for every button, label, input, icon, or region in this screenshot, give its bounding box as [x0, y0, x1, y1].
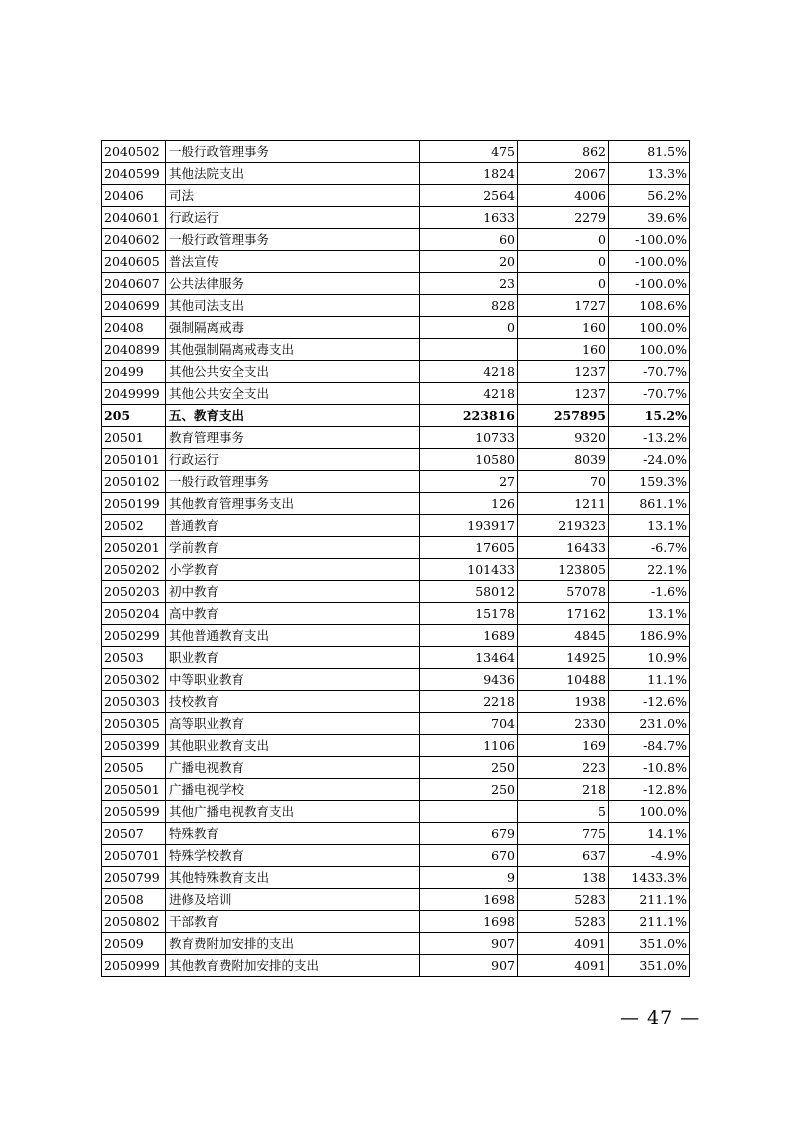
row-name-cell: 行政运行 — [166, 207, 420, 229]
row-change-pct-cell: -10.8% — [609, 757, 690, 779]
row-value-prev-cell: 126 — [420, 493, 518, 515]
row-value-curr-cell: 637 — [518, 845, 609, 867]
row-change-pct-cell: -6.7% — [609, 537, 690, 559]
table-row — [102, 779, 690, 801]
row-change-pct-cell: -24.0% — [609, 449, 690, 471]
row-name-cell: 高等职业教育 — [166, 713, 420, 735]
row-value-prev-cell: 2218 — [420, 691, 518, 713]
row-change-pct-cell: -100.0% — [609, 229, 690, 251]
row-name-cell: 特殊教育 — [166, 823, 420, 845]
row-code-cell: 2049999 — [102, 383, 166, 405]
row-name-cell: 教育管理事务 — [166, 427, 420, 449]
row-value-prev-cell: 58012 — [420, 581, 518, 603]
table-row — [102, 339, 690, 361]
row-value-prev-cell: 10580 — [420, 449, 518, 471]
table-body — [102, 141, 690, 977]
row-value-curr-cell: 2279 — [518, 207, 609, 229]
row-name-cell: 广播电视学校 — [166, 779, 420, 801]
row-name-cell: 其他公共安全支出 — [166, 361, 420, 383]
row-change-pct-cell: -70.7% — [609, 383, 690, 405]
row-value-curr-cell: 17162 — [518, 603, 609, 625]
budget-table — [101, 140, 690, 977]
row-value-curr-cell: 1237 — [518, 361, 609, 383]
row-code-cell: 20501 — [102, 427, 166, 449]
row-value-curr-cell: 57078 — [518, 581, 609, 603]
row-code-cell: 20509 — [102, 933, 166, 955]
row-change-pct-cell: 14.1% — [609, 823, 690, 845]
row-name-cell: 高中教育 — [166, 603, 420, 625]
row-code-cell: 2040599 — [102, 163, 166, 185]
row-code-cell: 2050203 — [102, 581, 166, 603]
row-name-cell: 技校教育 — [166, 691, 420, 713]
row-code-cell: 2040605 — [102, 251, 166, 273]
row-change-pct-cell: 81.5% — [609, 141, 690, 163]
row-name-cell: 普法宣传 — [166, 251, 420, 273]
row-value-curr-cell: 4006 — [518, 185, 609, 207]
row-change-pct-cell: 108.6% — [609, 295, 690, 317]
row-change-pct-cell: -100.0% — [609, 251, 690, 273]
row-change-pct-cell: 100.0% — [609, 339, 690, 361]
row-name-cell: 其他公共安全支出 — [166, 383, 420, 405]
row-name-cell: 初中教育 — [166, 581, 420, 603]
row-name-cell: 普通教育 — [166, 515, 420, 537]
row-value-prev-cell — [420, 801, 518, 823]
row-value-curr-cell: 123805 — [518, 559, 609, 581]
row-name-cell: 干部教育 — [166, 911, 420, 933]
row-change-pct-cell: 100.0% — [609, 317, 690, 339]
row-value-curr-cell: 16433 — [518, 537, 609, 559]
table-row — [102, 229, 690, 251]
row-value-curr-cell: 219323 — [518, 515, 609, 537]
row-name-cell: 小学教育 — [166, 559, 420, 581]
row-change-pct-cell: -70.7% — [609, 361, 690, 383]
row-change-pct-cell: 211.1% — [609, 911, 690, 933]
table-row — [102, 669, 690, 691]
row-value-prev-cell: 23 — [420, 273, 518, 295]
row-value-curr-cell: 257895 — [518, 405, 609, 427]
row-name-cell: 五、教育支出 — [166, 405, 420, 427]
row-value-curr-cell: 2330 — [518, 713, 609, 735]
row-value-curr-cell: 70 — [518, 471, 609, 493]
row-code-cell: 20406 — [102, 185, 166, 207]
row-value-prev-cell: 1698 — [420, 889, 518, 911]
table-row — [102, 933, 690, 955]
row-code-cell: 2050701 — [102, 845, 166, 867]
row-value-prev-cell: 907 — [420, 955, 518, 977]
table-row — [102, 845, 690, 867]
row-code-cell: 2040602 — [102, 229, 166, 251]
row-change-pct-cell: -12.6% — [609, 691, 690, 713]
row-code-cell: 20505 — [102, 757, 166, 779]
row-name-cell: 其他法院支出 — [166, 163, 420, 185]
table-row — [102, 581, 690, 603]
row-change-pct-cell: 13.1% — [609, 603, 690, 625]
row-change-pct-cell: 100.0% — [609, 801, 690, 823]
row-value-prev-cell: 60 — [420, 229, 518, 251]
row-value-prev-cell: 20 — [420, 251, 518, 273]
table-row — [102, 911, 690, 933]
row-value-curr-cell: 138 — [518, 867, 609, 889]
row-value-curr-cell: 1211 — [518, 493, 609, 515]
row-value-prev-cell: 828 — [420, 295, 518, 317]
row-code-cell: 2050799 — [102, 867, 166, 889]
row-value-prev-cell: 250 — [420, 757, 518, 779]
row-change-pct-cell: -12.8% — [609, 779, 690, 801]
table-row — [102, 493, 690, 515]
row-value-curr-cell: 0 — [518, 229, 609, 251]
row-code-cell: 2040601 — [102, 207, 166, 229]
row-code-cell: 20508 — [102, 889, 166, 911]
row-value-curr-cell: 5 — [518, 801, 609, 823]
row-change-pct-cell: 39.6% — [609, 207, 690, 229]
row-value-curr-cell: 4091 — [518, 955, 609, 977]
table-row — [102, 515, 690, 537]
row-code-cell: 2040607 — [102, 273, 166, 295]
row-code-cell: 2050303 — [102, 691, 166, 713]
table-row — [102, 801, 690, 823]
row-value-curr-cell: 160 — [518, 339, 609, 361]
row-value-curr-cell: 5283 — [518, 911, 609, 933]
row-value-prev-cell: 1106 — [420, 735, 518, 757]
row-name-cell: 一般行政管理事务 — [166, 471, 420, 493]
row-name-cell: 其他职业教育支出 — [166, 735, 420, 757]
row-value-curr-cell: 160 — [518, 317, 609, 339]
row-name-cell: 一般行政管理事务 — [166, 141, 420, 163]
row-code-cell: 2050599 — [102, 801, 166, 823]
table-row — [102, 647, 690, 669]
row-name-cell: 进修及培训 — [166, 889, 420, 911]
table-row — [102, 317, 690, 339]
table-row — [102, 295, 690, 317]
table-row — [102, 559, 690, 581]
table-row — [102, 735, 690, 757]
row-change-pct-cell: 13.3% — [609, 163, 690, 185]
row-name-cell: 其他强制隔离戒毒支出 — [166, 339, 420, 361]
row-name-cell: 一般行政管理事务 — [166, 229, 420, 251]
row-change-pct-cell: 351.0% — [609, 933, 690, 955]
row-code-cell: 2050201 — [102, 537, 166, 559]
row-code-cell: 2050299 — [102, 625, 166, 647]
row-code-cell: 2040699 — [102, 295, 166, 317]
row-value-curr-cell: 223 — [518, 757, 609, 779]
row-value-curr-cell: 10488 — [518, 669, 609, 691]
row-change-pct-cell: 159.3% — [609, 471, 690, 493]
row-value-prev-cell: 9 — [420, 867, 518, 889]
row-value-prev-cell: 704 — [420, 713, 518, 735]
row-change-pct-cell: 13.1% — [609, 515, 690, 537]
row-name-cell: 中等职业教育 — [166, 669, 420, 691]
row-change-pct-cell: 861.1% — [609, 493, 690, 515]
table-row — [102, 361, 690, 383]
row-value-prev-cell: 4218 — [420, 383, 518, 405]
row-code-cell: 205 — [102, 405, 166, 427]
row-change-pct-cell: 1433.3% — [609, 867, 690, 889]
row-value-prev-cell: 250 — [420, 779, 518, 801]
row-code-cell: 2040502 — [102, 141, 166, 163]
row-value-prev-cell: 223816 — [420, 405, 518, 427]
table-row — [102, 141, 690, 163]
row-value-prev-cell: 4218 — [420, 361, 518, 383]
row-value-prev-cell: 907 — [420, 933, 518, 955]
table-row — [102, 823, 690, 845]
row-change-pct-cell: 15.2% — [609, 405, 690, 427]
row-code-cell: 20408 — [102, 317, 166, 339]
row-value-prev-cell: 475 — [420, 141, 518, 163]
row-value-curr-cell: 14925 — [518, 647, 609, 669]
row-code-cell: 2050399 — [102, 735, 166, 757]
row-name-cell: 职业教育 — [166, 647, 420, 669]
row-code-cell: 20499 — [102, 361, 166, 383]
row-change-pct-cell: -4.9% — [609, 845, 690, 867]
row-code-cell: 2050999 — [102, 955, 166, 977]
row-name-cell: 其他司法支出 — [166, 295, 420, 317]
table-row — [102, 405, 690, 427]
row-code-cell: 2050302 — [102, 669, 166, 691]
table-row — [102, 889, 690, 911]
row-value-prev-cell: 13464 — [420, 647, 518, 669]
row-value-curr-cell: 1237 — [518, 383, 609, 405]
page-number: — 47 — — [620, 1007, 701, 1029]
table-row — [102, 273, 690, 295]
row-value-prev-cell: 1698 — [420, 911, 518, 933]
row-change-pct-cell: -100.0% — [609, 273, 690, 295]
row-value-prev-cell: 2564 — [420, 185, 518, 207]
row-code-cell: 2050501 — [102, 779, 166, 801]
row-value-prev-cell: 15178 — [420, 603, 518, 625]
table-row — [102, 713, 690, 735]
table-row — [102, 867, 690, 889]
row-value-prev-cell: 27 — [420, 471, 518, 493]
table-row — [102, 251, 690, 273]
row-value-curr-cell: 1938 — [518, 691, 609, 713]
row-change-pct-cell: 231.0% — [609, 713, 690, 735]
table-row — [102, 427, 690, 449]
row-value-curr-cell: 9320 — [518, 427, 609, 449]
row-value-curr-cell: 169 — [518, 735, 609, 757]
table-row — [102, 625, 690, 647]
row-value-prev-cell: 101433 — [420, 559, 518, 581]
row-value-curr-cell: 0 — [518, 251, 609, 273]
table-row — [102, 207, 690, 229]
row-value-prev-cell: 17605 — [420, 537, 518, 559]
row-code-cell: 2050102 — [102, 471, 166, 493]
row-name-cell: 公共法律服务 — [166, 273, 420, 295]
row-code-cell: 20502 — [102, 515, 166, 537]
row-code-cell: 20507 — [102, 823, 166, 845]
row-value-prev-cell — [420, 339, 518, 361]
row-value-curr-cell: 0 — [518, 273, 609, 295]
row-change-pct-cell: 22.1% — [609, 559, 690, 581]
row-change-pct-cell: 10.9% — [609, 647, 690, 669]
row-change-pct-cell: 351.0% — [609, 955, 690, 977]
table-row — [102, 603, 690, 625]
table-row — [102, 955, 690, 977]
row-value-prev-cell: 0 — [420, 317, 518, 339]
row-value-curr-cell: 4091 — [518, 933, 609, 955]
row-name-cell: 其他普通教育支出 — [166, 625, 420, 647]
row-name-cell: 其他教育管理事务支出 — [166, 493, 420, 515]
row-name-cell: 强制隔离戒毒 — [166, 317, 420, 339]
row-value-prev-cell: 9436 — [420, 669, 518, 691]
row-value-curr-cell: 8039 — [518, 449, 609, 471]
row-value-curr-cell: 2067 — [518, 163, 609, 185]
table-row — [102, 691, 690, 713]
row-value-curr-cell: 218 — [518, 779, 609, 801]
table-row — [102, 163, 690, 185]
row-name-cell: 其他广播电视教育支出 — [166, 801, 420, 823]
row-value-curr-cell: 5283 — [518, 889, 609, 911]
row-value-curr-cell: 775 — [518, 823, 609, 845]
row-change-pct-cell: 186.9% — [609, 625, 690, 647]
row-value-prev-cell: 193917 — [420, 515, 518, 537]
row-name-cell: 其他特殊教育支出 — [166, 867, 420, 889]
row-value-prev-cell: 10733 — [420, 427, 518, 449]
table-row — [102, 537, 690, 559]
row-name-cell: 教育费附加安排的支出 — [166, 933, 420, 955]
row-code-cell: 2050802 — [102, 911, 166, 933]
row-name-cell: 学前教育 — [166, 537, 420, 559]
row-name-cell: 特殊学校教育 — [166, 845, 420, 867]
row-name-cell: 司法 — [166, 185, 420, 207]
row-code-cell: 2050101 — [102, 449, 166, 471]
row-value-prev-cell: 1633 — [420, 207, 518, 229]
table-row — [102, 185, 690, 207]
row-name-cell: 行政运行 — [166, 449, 420, 471]
row-change-pct-cell: 56.2% — [609, 185, 690, 207]
row-value-prev-cell: 679 — [420, 823, 518, 845]
row-value-prev-cell: 670 — [420, 845, 518, 867]
row-name-cell: 其他教育费附加安排的支出 — [166, 955, 420, 977]
row-code-cell: 20503 — [102, 647, 166, 669]
row-value-prev-cell: 1689 — [420, 625, 518, 647]
row-code-cell: 2050305 — [102, 713, 166, 735]
row-name-cell: 广播电视教育 — [166, 757, 420, 779]
row-value-curr-cell: 4845 — [518, 625, 609, 647]
row-value-curr-cell: 1727 — [518, 295, 609, 317]
row-value-prev-cell: 1824 — [420, 163, 518, 185]
row-code-cell: 2040899 — [102, 339, 166, 361]
row-code-cell: 2050199 — [102, 493, 166, 515]
table-row — [102, 449, 690, 471]
table-row — [102, 757, 690, 779]
row-change-pct-cell: -13.2% — [609, 427, 690, 449]
table-row — [102, 471, 690, 493]
row-change-pct-cell: 211.1% — [609, 889, 690, 911]
row-value-curr-cell: 862 — [518, 141, 609, 163]
row-change-pct-cell: -1.6% — [609, 581, 690, 603]
row-code-cell: 2050204 — [102, 603, 166, 625]
row-code-cell: 2050202 — [102, 559, 166, 581]
row-change-pct-cell: -84.7% — [609, 735, 690, 757]
row-change-pct-cell: 11.1% — [609, 669, 690, 691]
table-row — [102, 383, 690, 405]
